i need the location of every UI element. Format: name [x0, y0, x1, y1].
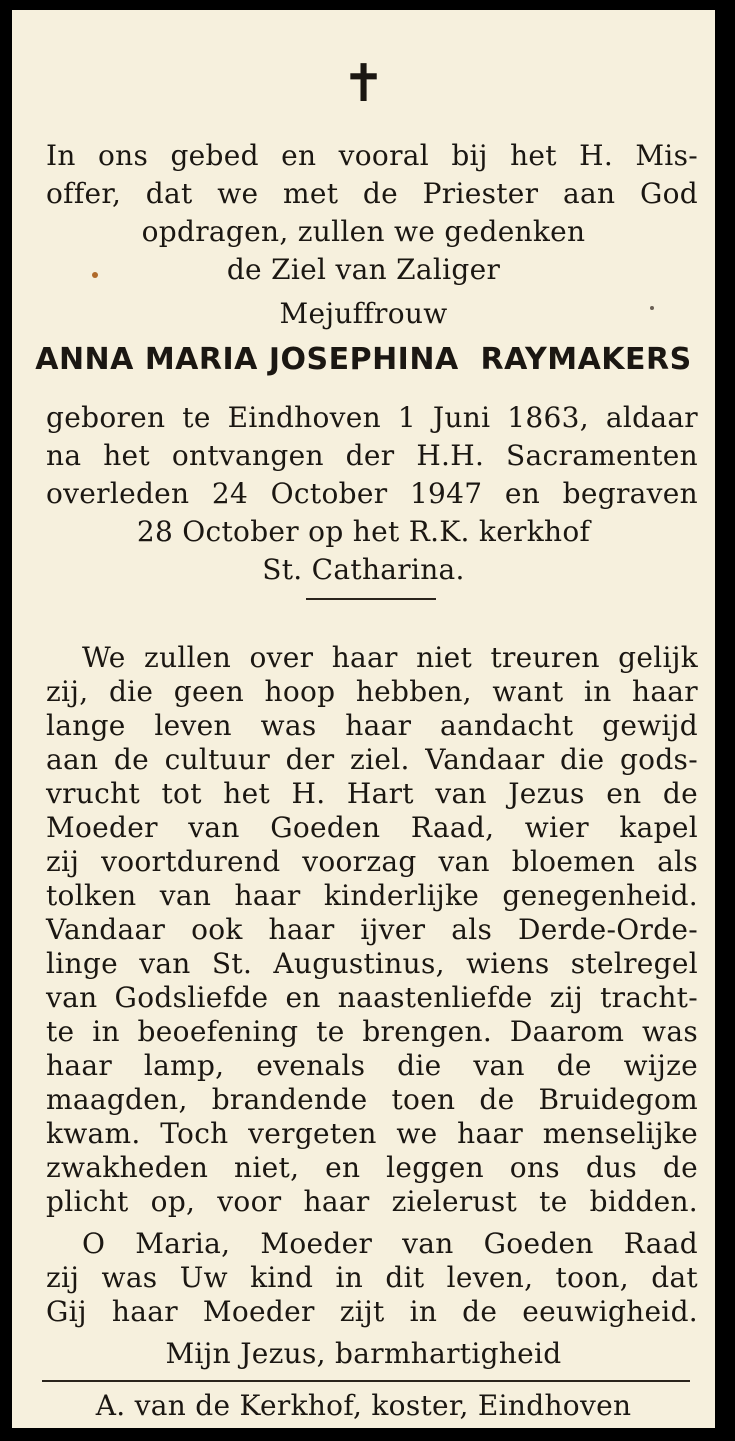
body-line: Moeder van Goeden Raad, wier kapel	[46, 811, 698, 844]
body-line: linge van St. Augustinus, wiens stelregel	[46, 947, 698, 980]
body-line: te in beoefening te brengen. Daarom was	[46, 1015, 698, 1048]
deceased-name: ANNA MARIA JOSEPHINA RAYMAKERS	[35, 342, 692, 377]
details-line: overleden 24 October 1947 en begraven	[46, 477, 698, 510]
intro-line: offer, dat we met de Priester aan God	[46, 177, 698, 210]
section-divider	[306, 598, 436, 600]
details-line: St. Catharina.	[262, 553, 465, 586]
honorific: Mejuffrouw	[279, 297, 448, 330]
details-line: 28 October op het R.K. kerkhof	[136, 515, 591, 548]
body-line: zwakheden niet, en leggen ons dus de	[46, 1151, 698, 1184]
body-line: lange leven was haar aandacht gewijd	[46, 709, 698, 742]
memorial-card	[12, 10, 715, 1428]
details-line: geboren te Eindhoven 1 Juni 1863, aldaar	[46, 401, 698, 434]
intro-line: opdragen, zullen we gedenken	[141, 215, 586, 248]
prayer-line: Gij haar Moeder zijt in de eeuwigheid.	[46, 1295, 698, 1328]
paper-speck	[92, 272, 98, 278]
prayer-line: zij was Uw kind in dit leven, toon, dat	[46, 1261, 698, 1294]
body-line: aan de cultuur der ziel. Vandaar die gods-	[46, 743, 698, 776]
body-line: vrucht tot het H. Hart van Jezus en de	[46, 777, 698, 810]
body-line: We zullen over haar niet treuren gelijk	[82, 641, 698, 674]
body-line: plicht op, voor haar zielerust te bidden.	[46, 1185, 698, 1218]
body-line: van Godsliefde en naastenliefde zij tracht-	[46, 981, 698, 1014]
cross-icon: ✝	[341, 54, 386, 114]
body-line: zij voortdurend voorzag van bloemen als	[46, 845, 698, 878]
body-line: maagden, brandende toen de Bruidegom	[46, 1083, 698, 1116]
body-line: haar lamp, evenals die van de wijze	[46, 1049, 698, 1082]
details-line: na het ontvangen der H.H. Sacramenten	[46, 439, 698, 472]
body-line: zij, die geen hoop hebben, want in haar	[46, 675, 698, 708]
prayer-line: O Maria, Moeder van Goeden Raad	[82, 1227, 698, 1260]
intro-line: In ons gebed en vooral bij het H. Mis-	[46, 139, 698, 172]
printer-credit: A. van de Kerkhof, koster, Eindhoven	[95, 1389, 632, 1422]
body-line: kwam. Toch vergeten we haar menselijke	[46, 1117, 698, 1150]
invocation: Mijn Jezus, barmhartigheid	[165, 1337, 562, 1370]
body-line: Vandaar ook haar ijver als Derde-Orde-	[46, 913, 698, 946]
intro-line: de Ziel van Zaliger	[226, 253, 501, 286]
footer-divider	[42, 1380, 690, 1382]
body-line: tolken van haar kinderlijke genegenheid.	[46, 879, 698, 912]
paper-speck	[650, 306, 654, 310]
